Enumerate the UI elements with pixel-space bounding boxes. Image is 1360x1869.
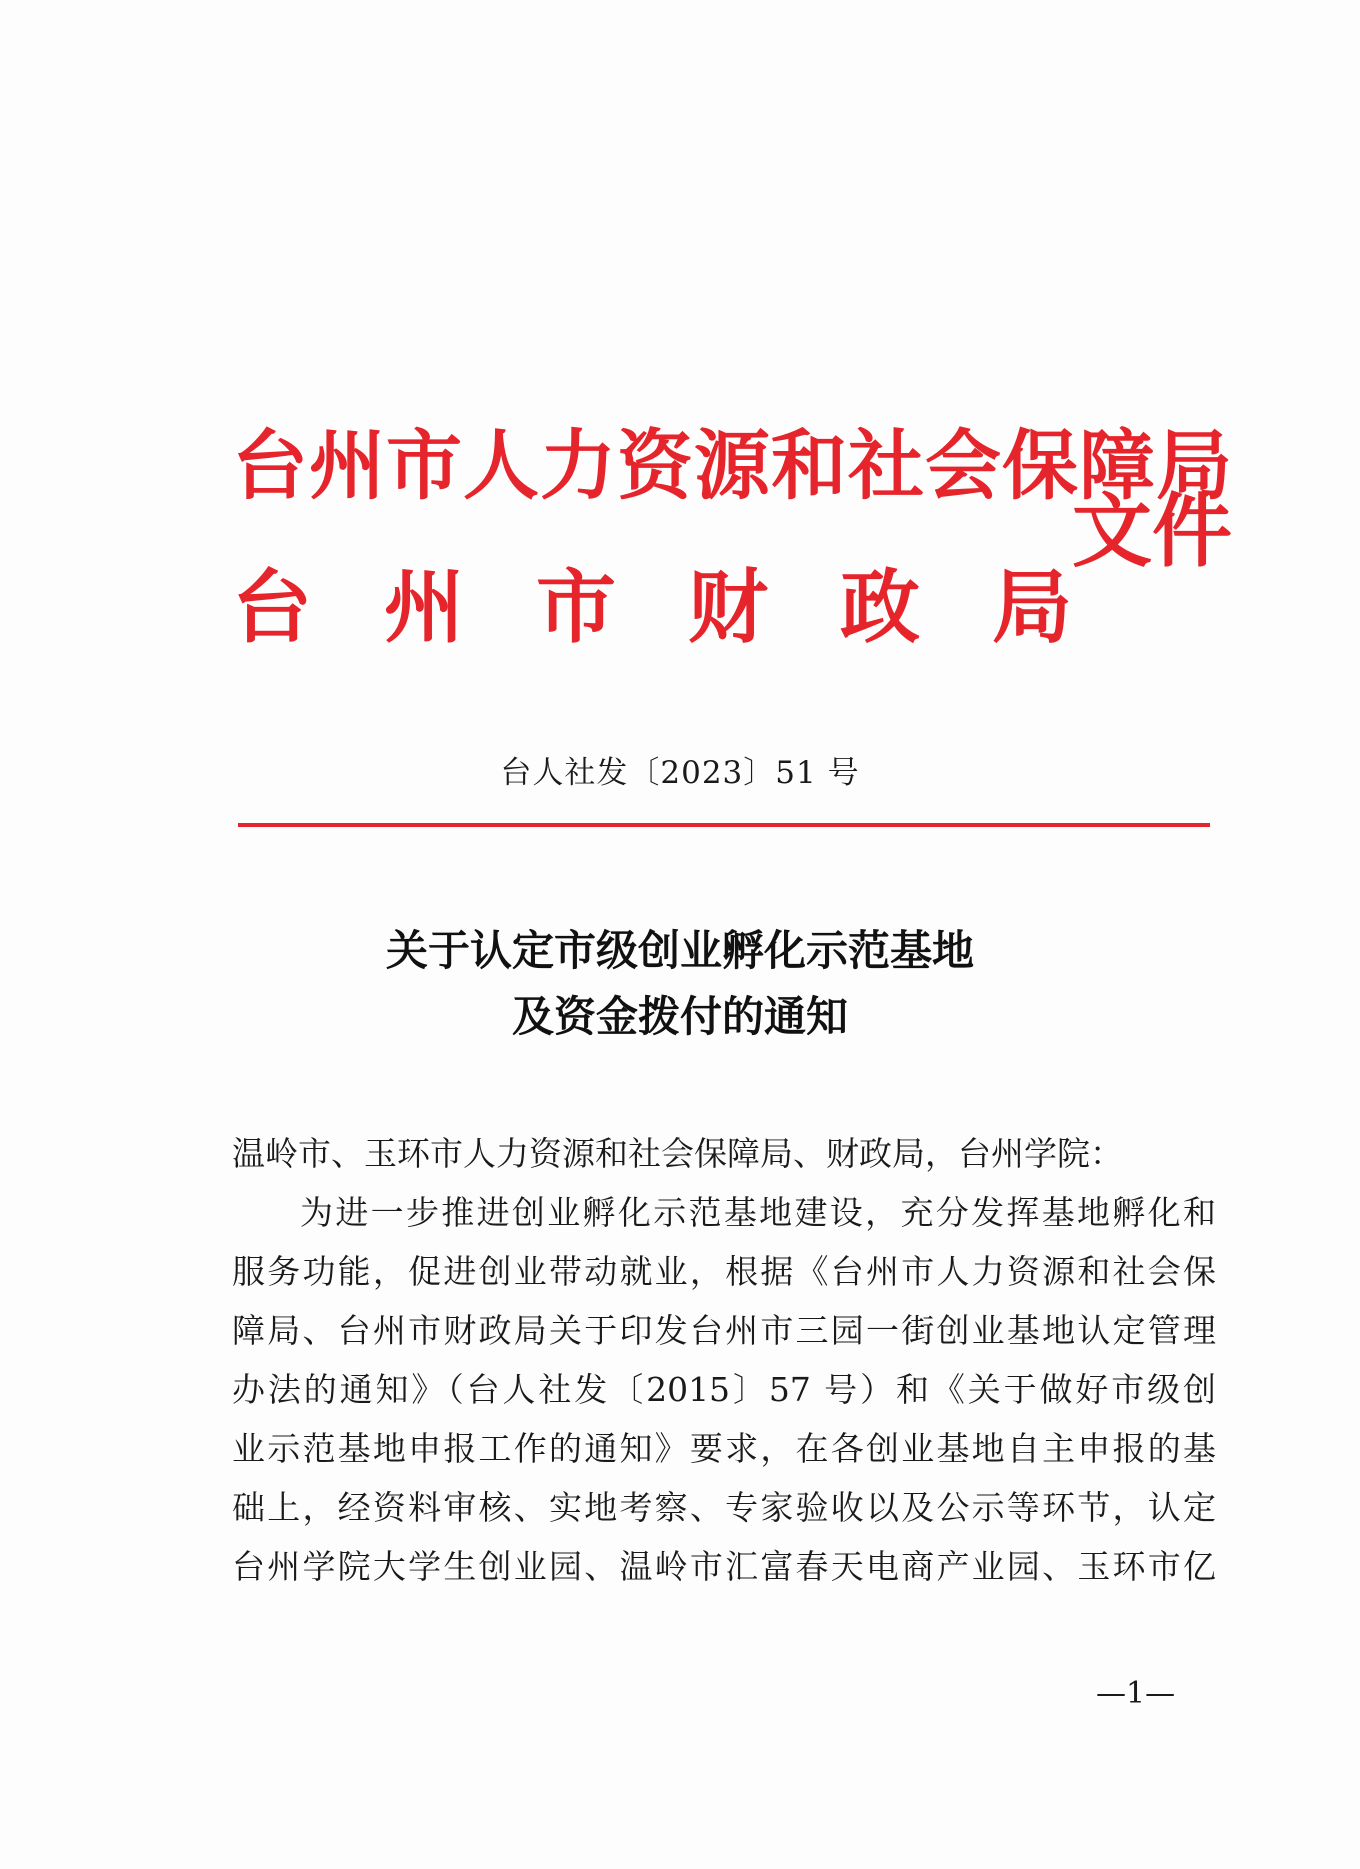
issuer-char: 州: [384, 561, 464, 654]
masthead: [232, 420, 1232, 660]
issuer-name-finance: [232, 560, 1072, 656]
red-divider-rule: [238, 823, 1210, 827]
paragraph-line: 障局、台州市财政局关于印发台州市三园一街创业基地认定管理: [232, 1311, 1216, 1350]
issuer-name-hrss: 台州市人力资源和社会保障局: [232, 421, 1233, 510]
page-number: —1—: [1096, 1676, 1176, 1711]
title-line-1: 关于认定市级创业孵化示范基地: [385, 926, 974, 975]
document-number: 台人社发〔2023〕51 号: [500, 755, 860, 791]
paragraph-line: 服务功能，促进创业带动就业，根据《台州市人力资源和社会保: [232, 1252, 1216, 1291]
issuer-char: 政: [840, 561, 920, 654]
paragraph-line: 业示范基地申报工作的通知》要求，在各创业基地自主申报的基: [232, 1429, 1216, 1468]
paragraph-line: 办法的通知》（台人社发〔2015〕57 号）和《关于做好市级创: [232, 1370, 1216, 1409]
title-line-2: 及资金拨付的通知: [511, 992, 848, 1041]
document-body: [232, 1124, 1216, 1596]
issuer-char: 财: [688, 561, 768, 654]
document-title: [0, 918, 1360, 1050]
paragraph-line: 台州学院大学生创业园、温岭市汇富春天电商产业园、玉环市亿: [232, 1547, 1216, 1586]
paragraph-line: 为进一步推进创业孵化示范基地建设，充分发挥基地孵化和: [300, 1193, 1216, 1232]
salutation: 温岭市、玉环市人力资源和社会保障局、财政局，台州学院：: [232, 1134, 1123, 1173]
issuer-char: 局: [992, 561, 1072, 654]
paragraph-line: 础上，经资料审核、实地考察、专家验收以及公示等环节，认定: [232, 1488, 1216, 1527]
document-type-label: 文件: [1072, 485, 1232, 578]
issuer-char: 台: [232, 561, 312, 654]
issuer-char: 市: [536, 561, 616, 654]
